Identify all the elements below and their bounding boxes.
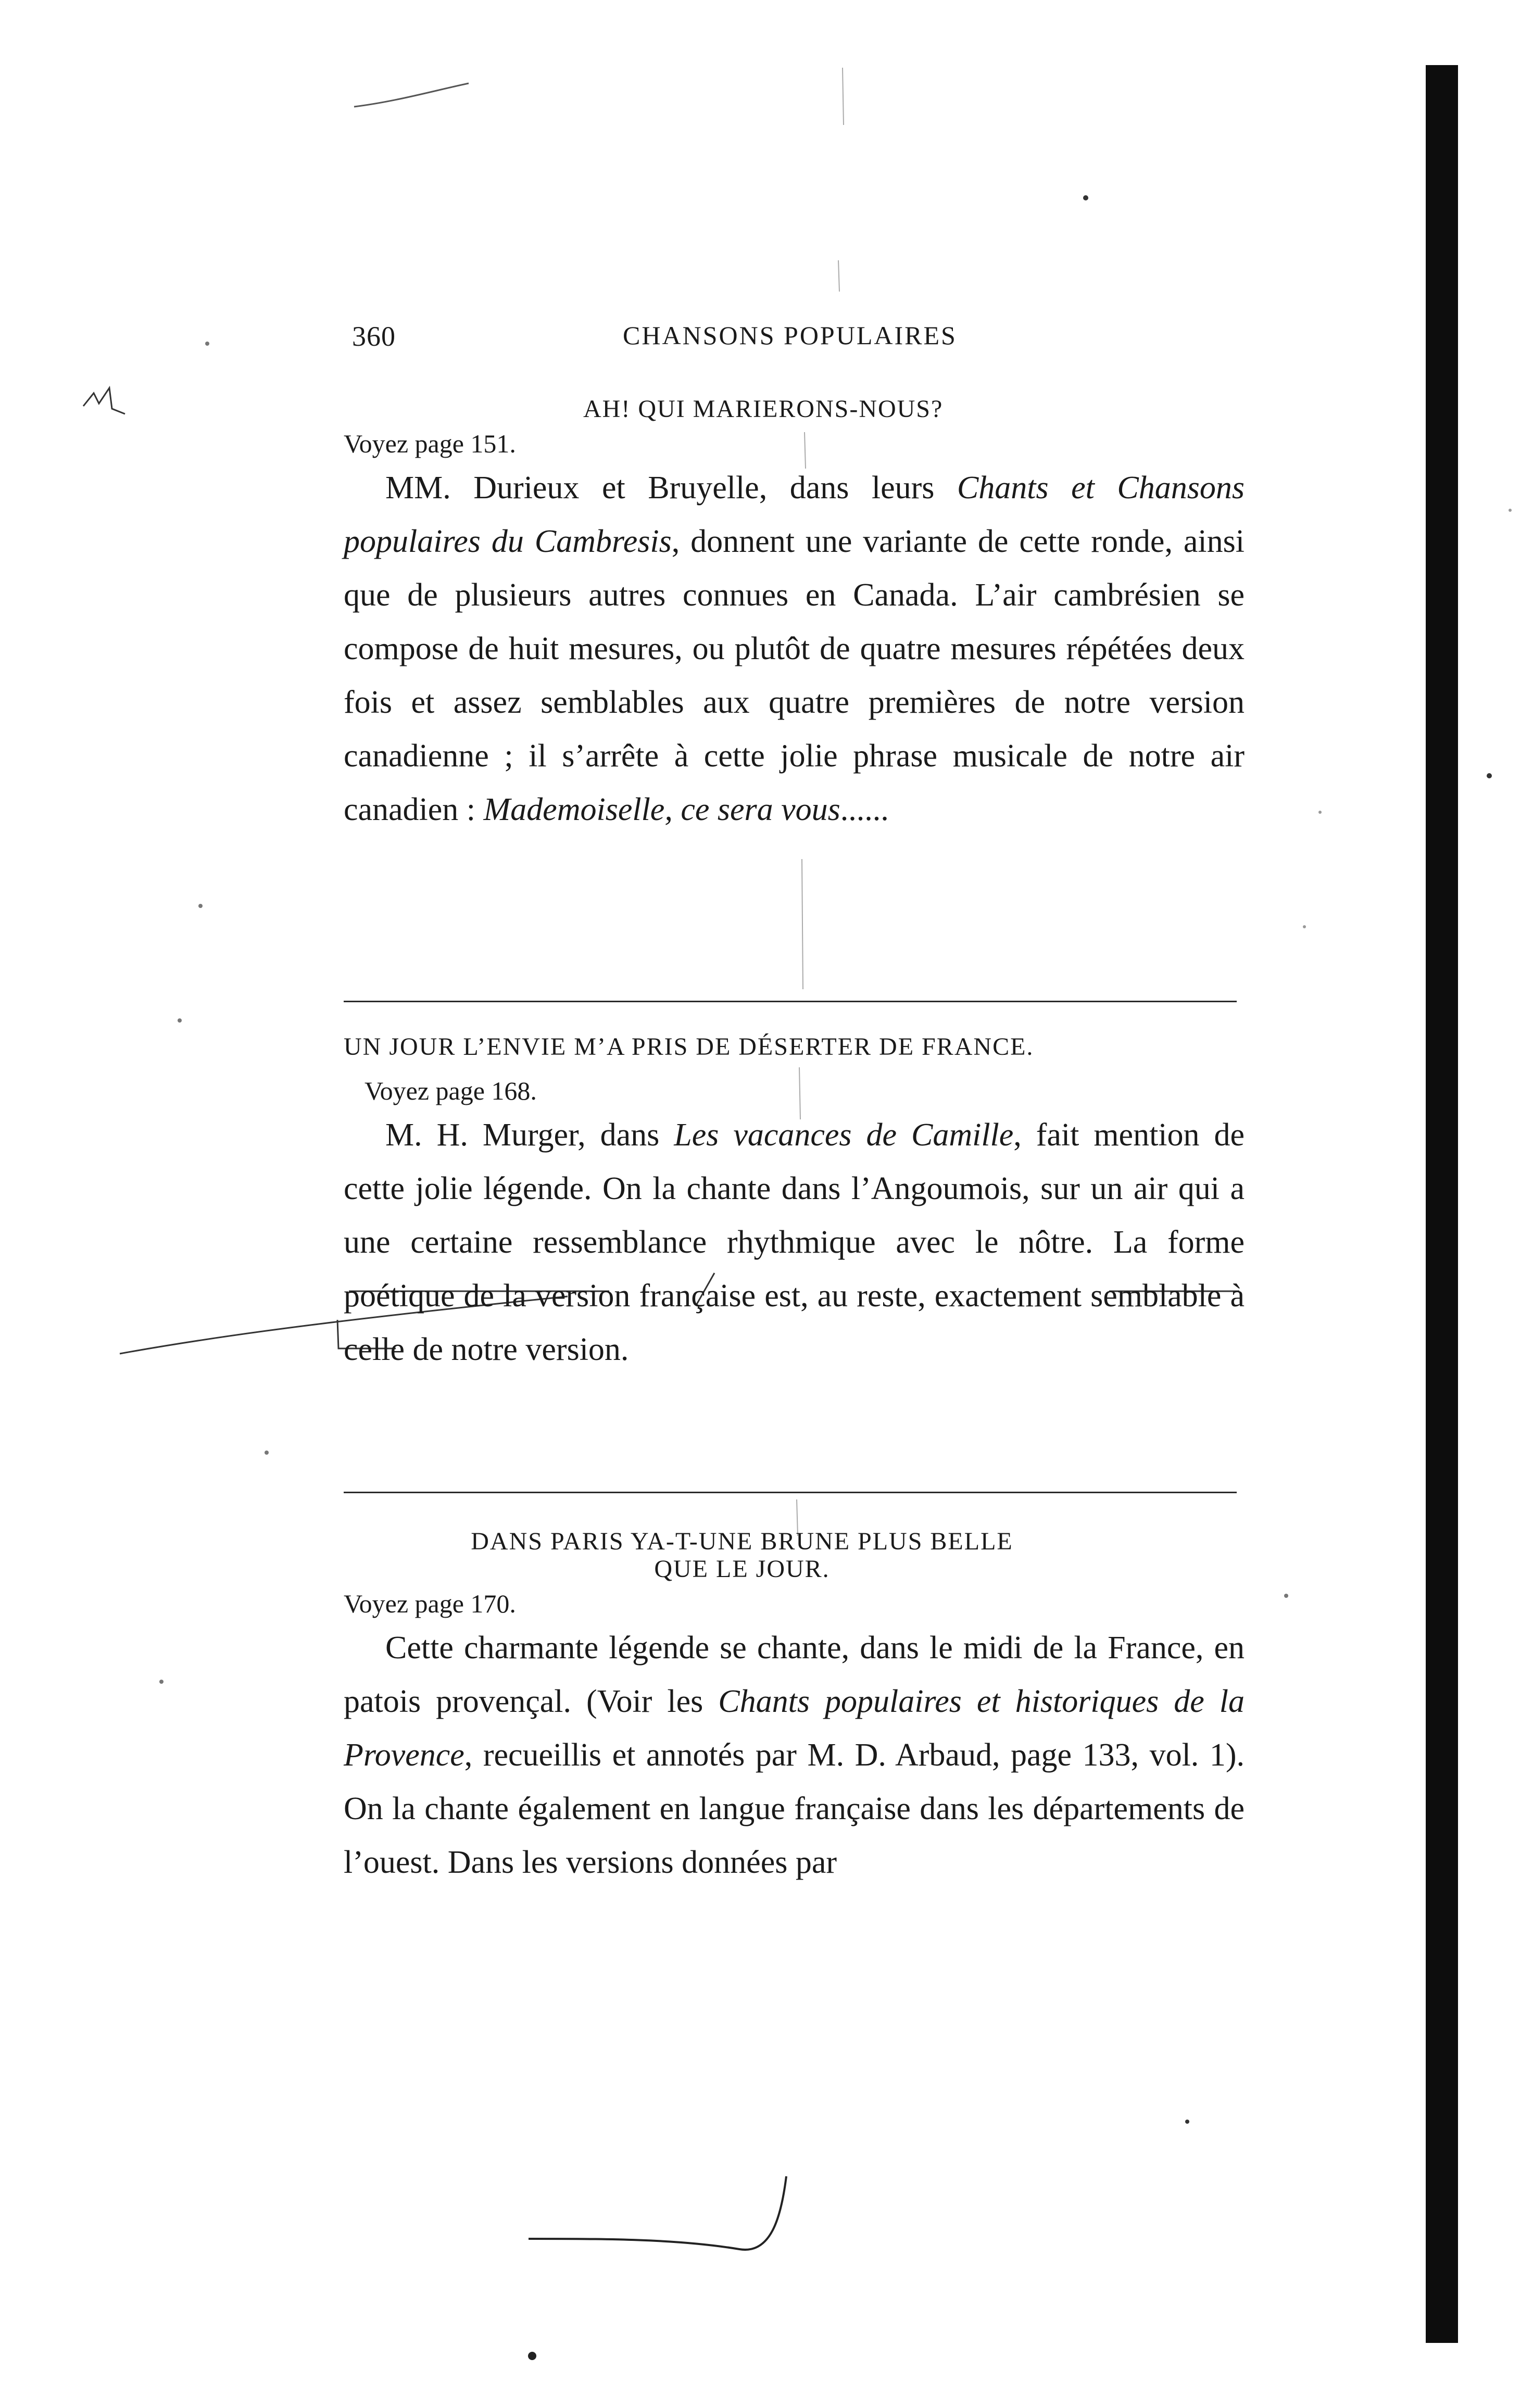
page-reference: Voyez page 151. [344, 428, 516, 458]
page-header [352, 320, 1013, 362]
section-divider [344, 1492, 1237, 1493]
section-title-line: QUE LE JOUR. [654, 1555, 830, 1583]
section-title: UN JOUR L’ENVIE M’A PRIS DE DÉSERTER DE FRANCE. [344, 1033, 1034, 1061]
section-body: MM. Durieux et Bruyelle, dans leurs Chants et Chansons populaires du Cambresis, donnent une variante de cette ronde, ainsi que de plusieurs autres connues en Canada. L’air cambrésien se compose de huit mesures, ou plutôt de quatre mesures répétées deux fois et assez semblables aux quatre premières de notre version canadienne ; il s’arrête à cette jolie phrase musicale de notre air canadien : Mademoiselle, ce sera vous...... [344, 470, 1245, 827]
section-body: M. H. Murger, dans Les vacances de Camille, fait mention de cette jolie légende. On la chante dans l’Angoumois, sur un air qui a une certaine ressemblance rhythmique avec le nôtre. La forme poétique de la version française est, au reste, exactement semblable à celle de notre version. [344, 1117, 1245, 1367]
section-un-jour-l-envie [344, 1033, 1245, 1377]
page-reference: Voyez page 168. [365, 1076, 537, 1105]
page-number: 360 [352, 321, 396, 352]
section-divider [344, 1001, 1237, 1002]
page-reference: Voyez page 170. [344, 1588, 516, 1618]
section-ah-qui-marierons-nous [344, 396, 1245, 837]
section-title [344, 1528, 1245, 1583]
section-dans-paris [344, 1528, 1245, 1889]
running-title: CHANSONS POPULAIRES [623, 321, 957, 350]
section-body: Cette charmante légende se chante, dans le midi de la France, en patois provençal. (Voir les Chants populaires et historiques de la Provence, recueillis et annotés par M. D. Arbaud, page 133, vol. 1). On la chante également en langue française dans les départements de l’ouest. Dans les versions données par [344, 1630, 1245, 1880]
section-title: AH! QUI MARIERONS-NOUS? [583, 395, 944, 423]
section-title-line: DANS PARIS YA-T-UNE BRUNE PLUS BELLE [471, 1528, 1013, 1555]
